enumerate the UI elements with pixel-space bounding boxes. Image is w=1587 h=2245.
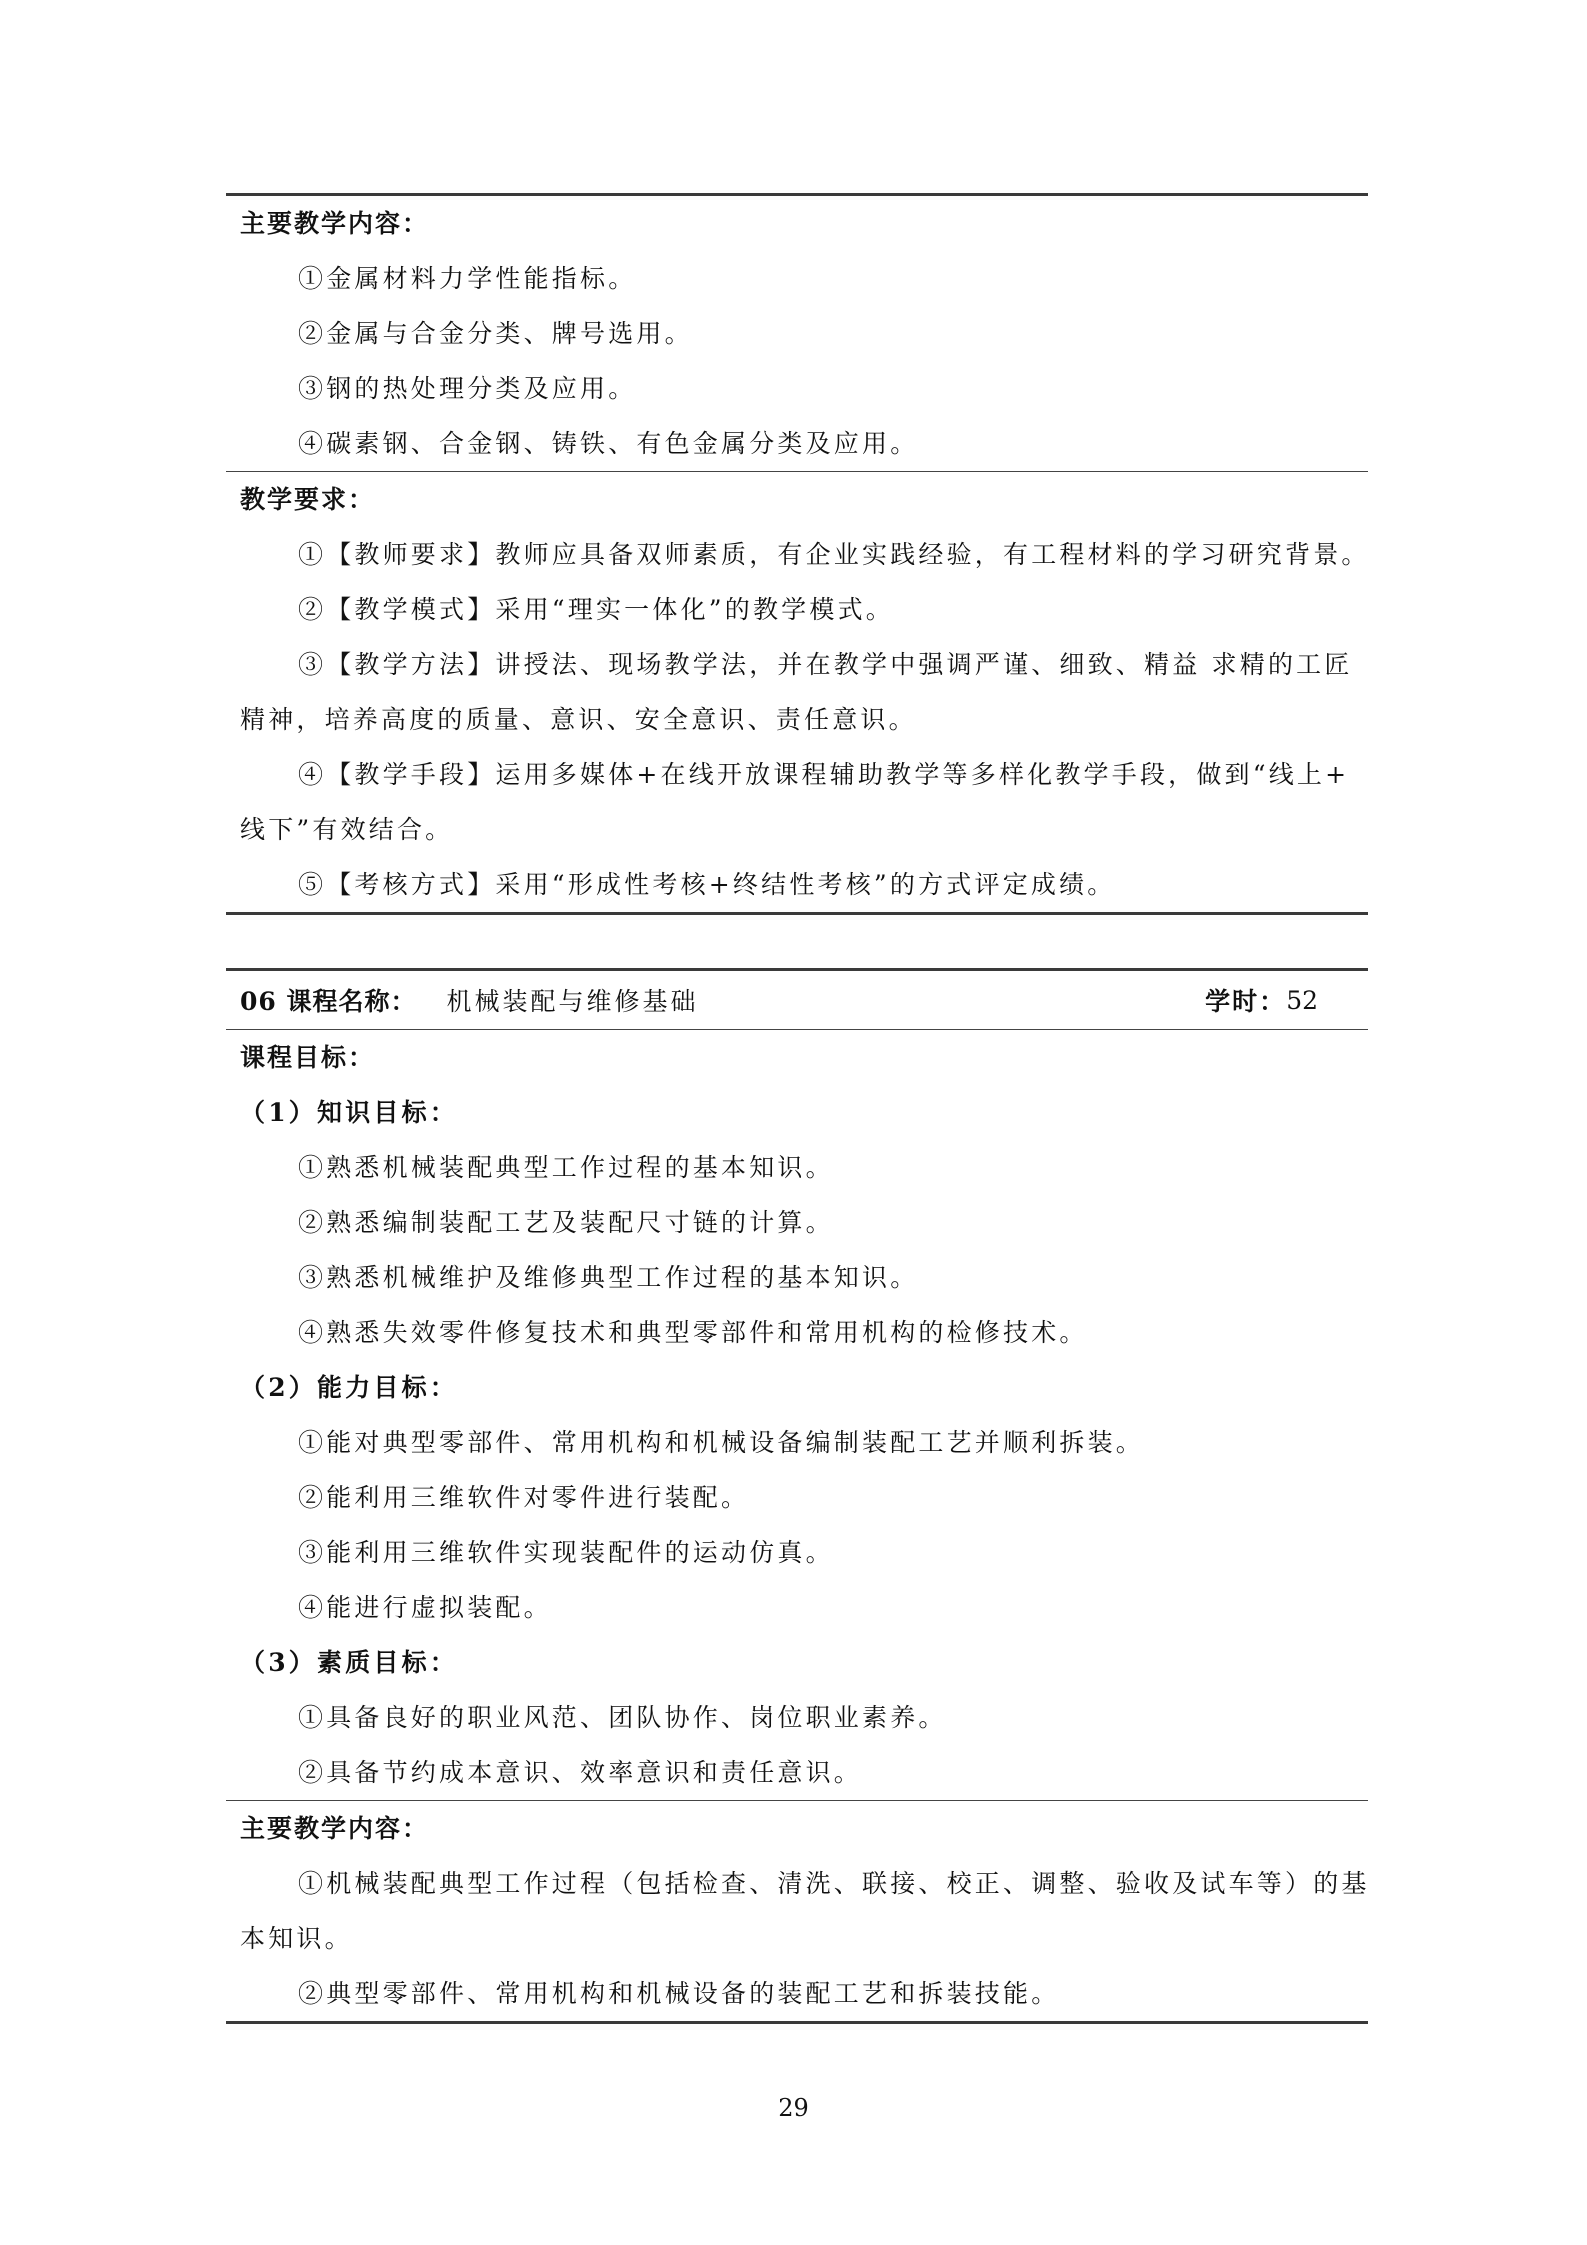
hours-value: 52 <box>1286 985 1318 1015</box>
course-name: 机械装配与维修基础 <box>446 987 699 1016</box>
content-item: ④碳素钢、合金钢、铸铁、有色金属分类及应用。 <box>298 429 919 458</box>
knowledge-heading: （1）知识目标： <box>240 1098 458 1127</box>
content-item: ①金属材料力学性能指标。 <box>298 264 637 293</box>
requirement-line: ②【教学模式】采用“理实一体化”的教学模式。 <box>298 595 894 624</box>
goal-heading: 课程目标： <box>240 1043 376 1072</box>
requirement-line: 精神，培养高度的质量、意识、安全意识、责任意识。 <box>240 705 917 734</box>
content-line: 本知识。 <box>240 1924 353 1953</box>
ability-item: ③能利用三维软件实现装配件的运动仿真。 <box>298 1538 834 1567</box>
content-heading: 主要教学内容： <box>240 209 430 238</box>
ability-heading: （2）能力目标： <box>240 1373 458 1402</box>
page-number: 29 <box>778 2094 809 2122</box>
ability-item: ④能进行虚拟装配。 <box>298 1593 552 1622</box>
knowledge-item: ③熟悉机械维护及维修典型工作过程的基本知识。 <box>298 1263 919 1292</box>
requirements-heading: 教学要求： <box>240 485 376 514</box>
course-block-06 <box>226 968 1368 2024</box>
quality-heading: （3）素质目标： <box>240 1648 458 1677</box>
course-title-row <box>226 971 1368 1029</box>
content-item: ②金属与合金分类、牌号选用。 <box>298 319 693 348</box>
knowledge-item: ①熟悉机械装配典型工作过程的基本知识。 <box>298 1153 834 1182</box>
quality-item: ①具备良好的职业风范、团队协作、岗位职业素养。 <box>298 1703 947 1732</box>
requirement-line: ③【教学方法】讲授法、现场教学法，并在教学中强调严谨、细致、精益 求精的工匠 <box>298 650 1353 679</box>
ability-item: ②能利用三维软件对零件进行装配。 <box>298 1483 750 1512</box>
course-number-label: 06 课程名称： <box>240 987 417 1016</box>
requirement-line: 线下”有效结合。 <box>240 815 454 844</box>
course-block-previous <box>226 193 1368 915</box>
hours-label: 学时： <box>1205 987 1287 1016</box>
requirement-line: ④【教学手段】运用多媒体+在线开放课程辅助教学等多样化教学手段，做到“线上+ <box>298 760 1350 789</box>
requirement-line: ⑤【考核方式】采用“形成性考核+终结性考核”的方式评定成绩。 <box>298 870 1116 899</box>
content-item: ③钢的热处理分类及应用。 <box>298 374 637 403</box>
knowledge-item: ④熟悉失效零件修复技术和典型零部件和常用机构的检修技术。 <box>298 1318 1088 1347</box>
content-line: ①机械装配典型工作过程（包括检查、清洗、联接、校正、调整、验收及试车等）的基 <box>298 1869 1370 1898</box>
quality-item: ②具备节约成本意识、效率意识和责任意识。 <box>298 1758 863 1787</box>
ability-item: ①能对典型零部件、常用机构和机械设备编制装配工艺并顺利拆装。 <box>298 1428 1145 1457</box>
knowledge-item: ②熟悉编制装配工艺及装配尺寸链的计算。 <box>298 1208 834 1237</box>
content-heading: 主要教学内容： <box>240 1814 430 1843</box>
content-line: ②典型零部件、常用机构和机械设备的装配工艺和拆装技能。 <box>298 1979 1060 2008</box>
requirement-line: ①【教师要求】教师应具备双师素质，有企业实践经验，有工程材料的学习研究背景。 <box>298 540 1370 569</box>
